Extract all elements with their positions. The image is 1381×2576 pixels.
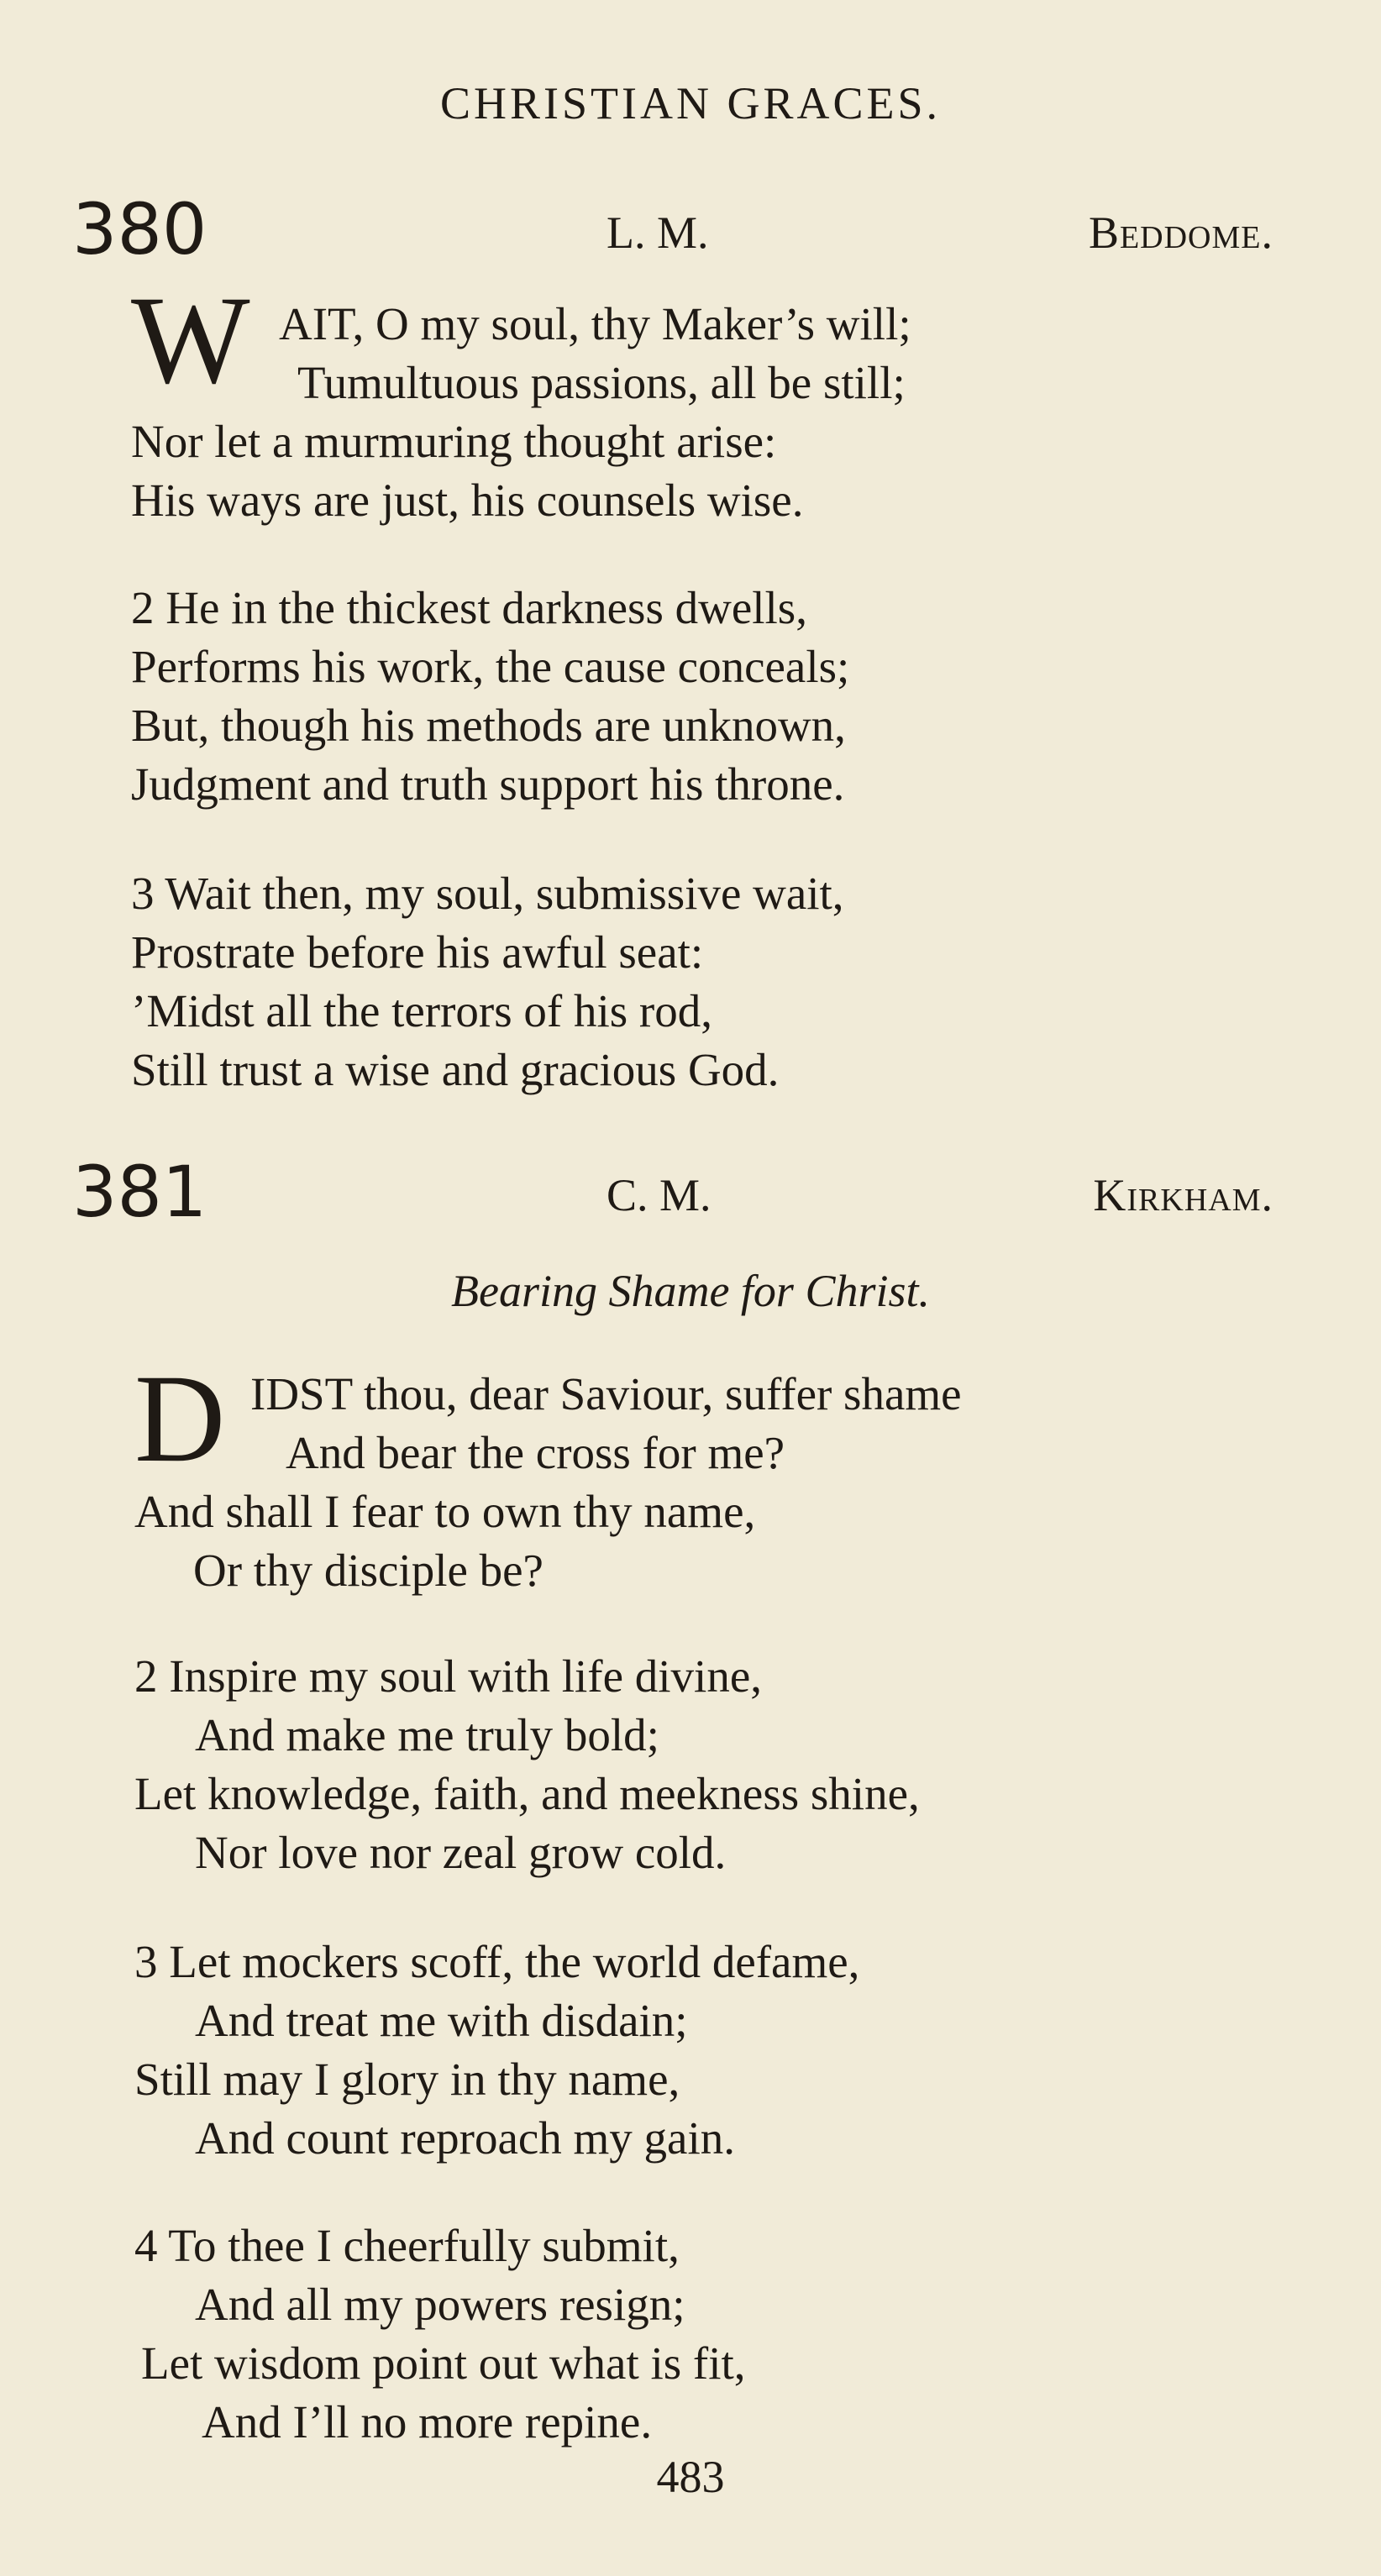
verse-line: And treat me with disdain;	[195, 1995, 688, 2046]
verse-line: ’Midst all the terrors of his rod,	[131, 985, 712, 1036]
verse-line: Performs his work, the cause conceals;	[131, 641, 850, 692]
hymn-subtitle: Bearing Shame for Christ.	[450, 1266, 930, 1316]
verse-line: And count reproach my gain.	[195, 2112, 736, 2164]
verse-line: But, though his methods are unknown,	[131, 700, 846, 751]
hymn-number: 380	[72, 188, 207, 270]
verse-line: 4 To thee I cheerfully submit,	[134, 2220, 680, 2271]
hymn-heading	[0, 188, 1381, 270]
verse-line: Nor love nor zeal grow cold.	[195, 1827, 727, 1878]
verse-line: Judgment and truth support his throne.	[131, 758, 845, 810]
drop-cap: W	[131, 270, 250, 410]
running-title: CHRISTIAN GRACES.	[439, 78, 942, 129]
hymn-tune: Kirkham.	[1093, 1170, 1273, 1220]
verse-line: Let knowledge, faith, and meekness shine,	[134, 1768, 920, 1819]
hymn-meter: L. M.	[606, 207, 709, 258]
page-number: 483	[656, 2452, 725, 2502]
verse-line: IDST thou, dear Saviour, suffer shame	[250, 1368, 962, 1419]
verse-line: 2 He in the thickest darkness dwells,	[131, 582, 807, 633]
verse-line: AIT, O my soul, thy Maker’s will;	[279, 298, 911, 349]
verse-line: And I’ll no more repine.	[202, 2396, 653, 2447]
hymn-heading	[0, 1151, 1381, 1233]
verse-line: Let wisdom point out what is fit,	[141, 2337, 746, 2389]
verse-line: And shall I fear to own thy name,	[134, 1486, 756, 1537]
verse-line: Prostrate before his awful seat:	[131, 926, 704, 978]
verse-line: 3 Let mockers scoff, the world defame,	[134, 1936, 860, 1987]
verse-line: 2 Inspire my soul with life divine,	[134, 1650, 762, 1702]
verse-line: And bear the cross for me?	[286, 1427, 785, 1478]
verse-line: Still may I glory in thy name,	[134, 2054, 680, 2105]
verse-line: Tumultuous passions, all be still;	[297, 357, 906, 408]
verse-line: Still trust a wise and gracious God.	[131, 1044, 780, 1095]
verse-line: His ways are just, his counsels wise.	[131, 475, 804, 526]
drop-cap: D	[134, 1349, 226, 1488]
verse-line: And all my powers resign;	[195, 2279, 685, 2330]
hymn-tune: Beddome.	[1088, 207, 1273, 258]
verse-line: And make me truly bold;	[195, 1709, 659, 1760]
verse-line: Nor let a murmuring thought arise:	[131, 416, 777, 467]
hymn-number: 381	[72, 1151, 207, 1233]
verse-line: Or thy disciple be?	[193, 1545, 543, 1596]
hymn-meter: C. M.	[606, 1170, 712, 1220]
verse-line: 3 Wait then, my soul, submissive wait,	[131, 868, 844, 919]
